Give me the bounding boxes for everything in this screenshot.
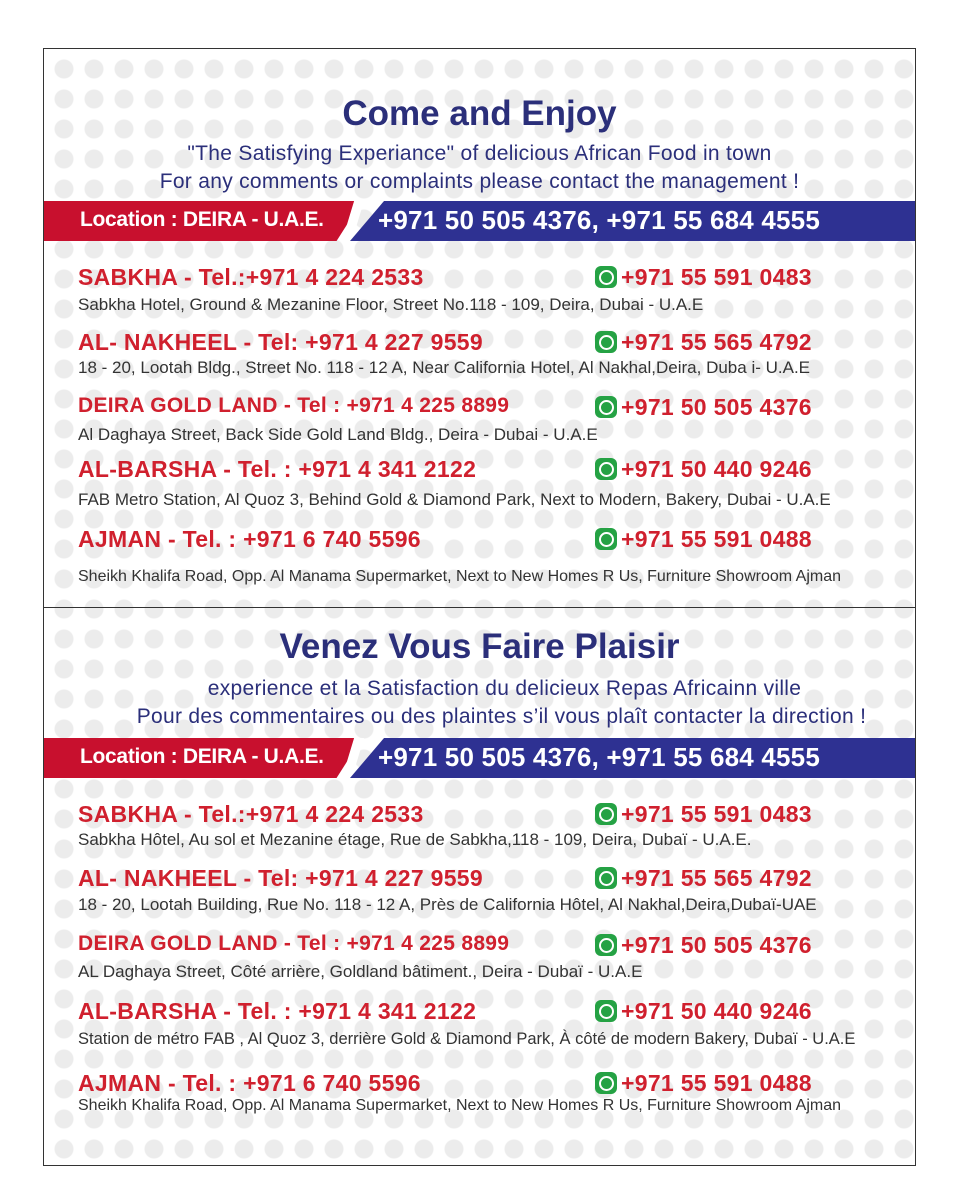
whatsapp-number: +971 55 565 4792 [621,329,812,355]
branch-line: AJMAN - Tel. : +971 6 740 5596 [78,1070,421,1096]
title-en: Come and Enjoy [342,94,617,133]
branch-line: DEIRA GOLD LAND - Tel : +971 4 225 8899 [78,932,510,955]
location-band-fr [44,738,916,778]
menu-card [43,48,916,1166]
whatsapp-icon [595,803,617,825]
branch-address: 18 - 20, Lootah Bldg., Street No. 118 - 12 A, Near California Hotel, Al Nakhal,Deira, Duba i- U.A.E [78,358,811,377]
tagline-en: "The Satisfying Experiance" of delicious African Food in town [187,142,772,165]
whatsapp-icon [595,458,617,480]
title-fr: Venez Vous Faire Plaisir [279,627,680,666]
whatsapp-icon [595,331,617,353]
whatsapp-number: +971 55 591 0488 [621,1070,812,1096]
branch-line: SABKHA - Tel.:+971 4 224 2533 [78,801,424,827]
main-phones: +971 50 505 4376, +971 55 684 4555 [378,742,820,772]
whatsapp-number: +971 50 440 9246 [621,456,812,482]
whatsapp-icon [595,1000,617,1022]
branch-line: AJMAN - Tel. : +971 6 740 5596 [78,526,421,552]
branch-line: AL- NAKHEEL - Tel: +971 4 227 9559 [78,329,483,355]
whatsapp-icon [595,266,617,288]
whatsapp-number: +971 55 591 0483 [621,264,812,290]
branch-address: Sheikh Khalifa Road, Opp. Al Manama Supermarket, Next to New Homes R Us, Furniture Showroom Ajman [78,568,841,585]
whatsapp-number: +971 50 505 4376 [621,394,812,420]
whatsapp-number: +971 55 565 4792 [621,865,812,891]
whatsapp-icon [595,528,617,550]
location-band-en [44,201,916,241]
whatsapp-number: +971 55 591 0483 [621,801,812,827]
branch-address: Station de métro FAB , Al Quoz 3, derrière Gold & Diamond Park, À côté de modern Bakery, Dubaï - U.A.E [78,1030,856,1048]
whatsapp-icon [595,867,617,889]
branch-address: FAB Metro Station, Al Quoz 3, Behind Gold & Diamond Park, Next to Modern, Bakery, Dubai - U.A.E [78,490,831,509]
branch-line: AL-BARSHA - Tel. : +971 4 341 2122 [78,998,477,1024]
whatsapp-number: +971 50 505 4376 [621,932,812,958]
whatsapp-number: +971 55 591 0488 [621,526,812,552]
french-section [44,607,915,1166]
whatsapp-icon [595,396,617,418]
branch-line: SABKHA - Tel.:+971 4 224 2533 [78,264,424,290]
whatsapp-icon [595,934,617,956]
whatsapp-icon [595,1072,617,1094]
branch-address: Sabkha Hotel, Ground & Mezanine Floor, Street No.118 - 109, Deira, Dubai - U.A.E [78,295,704,314]
branch-address: Sheikh Khalifa Road, Opp. Al Manama Supermarket, Next to New Homes R Us, Furniture Showroom Ajman [78,1097,841,1114]
branch-line: AL- NAKHEEL - Tel: +971 4 227 9559 [78,865,483,891]
contact-note-fr: Pour des commentaires ou des plaintes s’il vous plaît contacter la direction ! [136,705,867,728]
contact-note-en: For any comments or complaints please contact the management ! [159,170,800,193]
whatsapp-number: +971 50 440 9246 [621,998,812,1024]
branch-line: AL-BARSHA - Tel. : +971 4 341 2122 [78,456,477,482]
branch-address: AL Daghaya Street, Côté arrière, Goldland bâtiment., Deira - Dubaï - U.A.E [78,962,643,981]
branch-address: Al Daghaya Street, Back Side Gold Land Bldg., Deira - Dubai - U.A.E [78,425,598,444]
location-label: Location : DEIRA - U.A.E. [80,745,324,768]
branch-line: DEIRA GOLD LAND - Tel : +971 4 225 8899 [78,394,510,417]
english-section [44,49,915,608]
branch-address: 18 - 20, Lootah Building, Rue No. 118 - 12 A, Près de California Hôtel, Al Nakhal,Deira,Dubaï-UAE [78,895,817,914]
location-label: Location : DEIRA - U.A.E. [80,208,324,231]
main-phones: +971 50 505 4376, +971 55 684 4555 [378,205,820,235]
tagline-fr: experience et la Satisfaction du delicieux Repas Africainn ville [207,677,802,700]
branch-address: Sabkha Hôtel, Au sol et Mezanine étage, Rue de Sabkha,118 - 109, Deira, Dubaï - U.A.E. [78,830,752,849]
